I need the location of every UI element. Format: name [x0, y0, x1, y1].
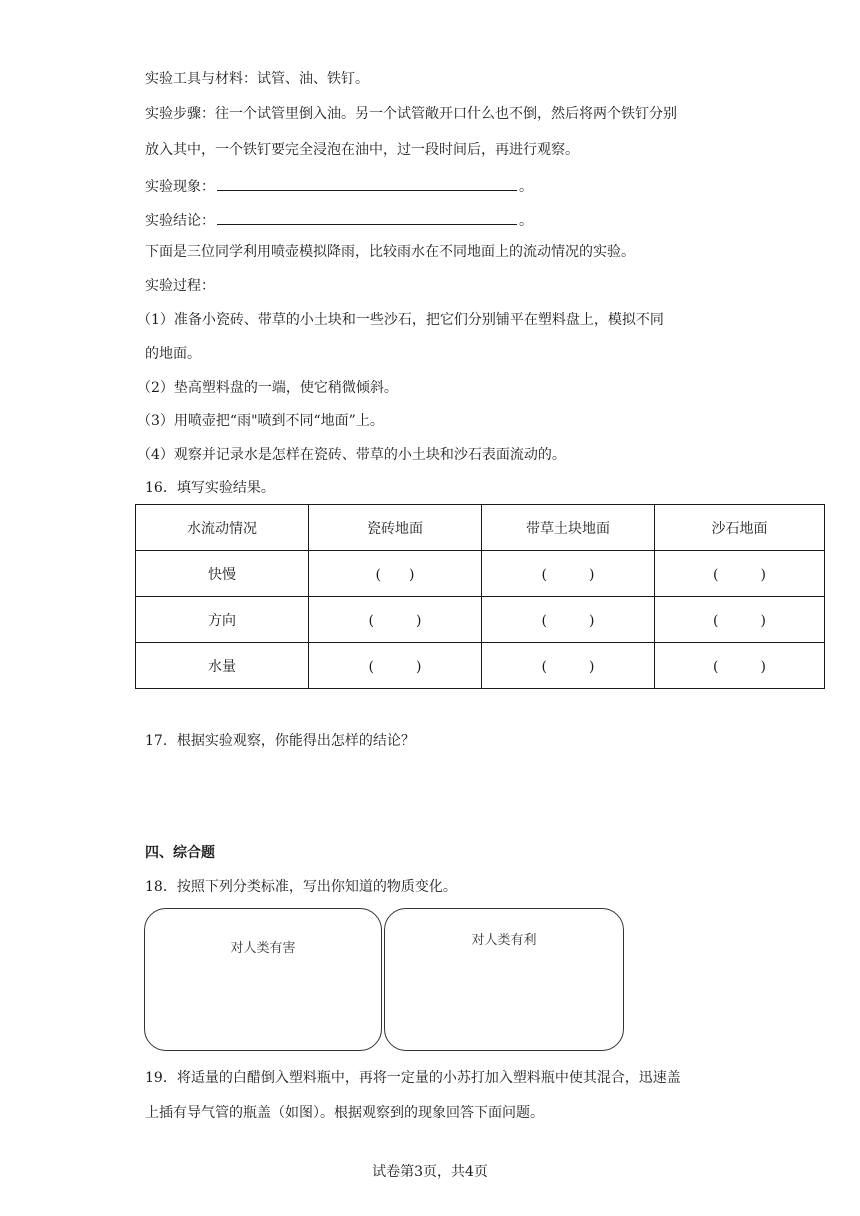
- conclusion-label: 实验结论：: [145, 213, 215, 229]
- page-footer: 试卷第3页，共4页: [372, 1164, 488, 1180]
- process-step1-line2: 的地面。: [145, 346, 201, 362]
- q19-text-line1: 19．将适量的白醋倒入塑料瓶中，再将一定量的小苏打加入塑料瓶中使其混合，迅速盖: [145, 1070, 681, 1086]
- harmful-box-label: 对人类有害: [230, 941, 296, 956]
- section-title: 四、综合题: [145, 845, 215, 861]
- phenomenon-blank[interactable]: [217, 175, 517, 191]
- harmful-changes-box[interactable]: [144, 908, 382, 1051]
- q19-text-line2: 上插有导气管的瓶盖（如图）。根据观察到的现象回答下面问题。: [145, 1105, 544, 1121]
- answer-cell[interactable]: ( ): [309, 643, 482, 689]
- phenomenon-period: 。: [519, 179, 533, 195]
- conclusion-period: 。: [519, 213, 533, 229]
- tools-materials-text: 实验工具与材料：试管、油、铁钉。: [145, 71, 369, 87]
- table-row: [136, 597, 825, 643]
- table-row: [136, 551, 825, 597]
- steps-text-line2: 放入其中，一个铁钉要完全浸泡在油中，过一段时间后，再进行观察。: [145, 142, 579, 158]
- q17-text: 17．根据实验观察，你能得出怎样的结论？: [145, 733, 415, 749]
- answer-cell[interactable]: ( ): [309, 597, 482, 643]
- answer-cell[interactable]: ( ): [309, 551, 482, 597]
- beneficial-box-label: 对人类有利: [471, 933, 537, 948]
- experiment2-intro: 下面是三位同学利用喷壶模拟降雨，比较雨水在不同地面上的流动情况的实验。: [145, 244, 635, 260]
- conclusion-line: [145, 209, 533, 231]
- q18-text: 18．按照下列分类标准，写出你知道的物质变化。: [145, 879, 457, 895]
- phenomenon-line: [145, 175, 533, 197]
- table-header-cell: 沙石地面: [655, 505, 825, 551]
- answer-cell[interactable]: ( ): [482, 551, 655, 597]
- result-table: [135, 504, 825, 689]
- row-label: 水量: [136, 643, 309, 689]
- beneficial-changes-box[interactable]: [384, 908, 624, 1051]
- answer-cell[interactable]: ( ): [655, 551, 825, 597]
- table-header-cell: 瓷砖地面: [309, 505, 482, 551]
- table-row: [136, 643, 825, 689]
- answer-cell[interactable]: ( ): [482, 643, 655, 689]
- answer-cell[interactable]: ( ): [655, 597, 825, 643]
- answer-cell[interactable]: ( ): [482, 597, 655, 643]
- process-step1-line1: （1）准备小瓷砖、带草的小土块和一些沙石，把它们分别铺平在塑料盘上，模拟不同: [137, 312, 664, 328]
- steps-text-line1: 实验步骤：往一个试管里倒入油。另一个试管敞开口什么也不倒，然后将两个铁钉分别: [145, 106, 677, 122]
- process-step2: （2）垫高塑料盘的一端，使它稍微倾斜。: [137, 380, 398, 396]
- row-label: 快慢: [136, 551, 309, 597]
- process-label: 实验过程：: [145, 278, 215, 294]
- table-header-cell: 水流动情况: [136, 505, 309, 551]
- q16-text: 16．填写实验结果。: [145, 480, 275, 496]
- row-label: 方向: [136, 597, 309, 643]
- phenomenon-label: 实验现象：: [145, 179, 215, 195]
- conclusion-blank[interactable]: [217, 209, 517, 225]
- answer-cell[interactable]: ( ): [655, 643, 825, 689]
- table-header-row: [136, 505, 825, 551]
- process-step3: （3）用喷壶把“雨"喷到不同“地面”上。: [137, 413, 384, 429]
- process-step4: （4）观察并记录水是怎样在瓷砖、带草的小土块和沙石表面流动的。: [137, 447, 566, 463]
- table-header-cell: 带草土块地面: [482, 505, 655, 551]
